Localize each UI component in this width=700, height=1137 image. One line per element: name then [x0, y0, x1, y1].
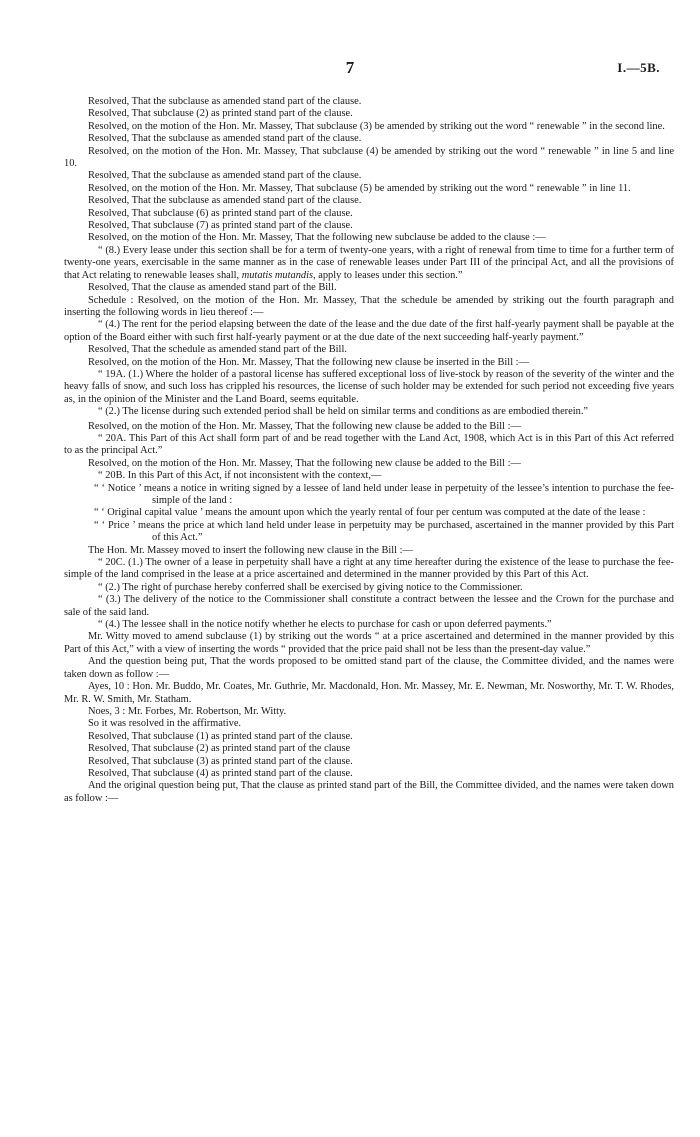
quoted-subclause-8 [64, 245, 674, 282]
paragraph: Mr. Witty moved to amend subclause (1) by striking out the words “ at a price ascertained and determined in the manner provided by this Part of this Act,” with a view of inserting the words “ provided that the price paid shall not be less than the present-day value.” [64, 631, 674, 655]
definition-item: “ ‘ Notice ’ means a notice in writing signed by a lessee of land held under lease in perpetuity of the lessee’s intention to purchase the fee-simple of the land : [94, 482, 674, 506]
quoted-paragraph: “ 20B. In this Part of this Act, if not inconsistent with the context,— [98, 470, 382, 482]
paragraph: The Hon. Mr. Massey moved to insert the following new clause in the Bill :— [88, 544, 413, 556]
paragraph: Resolved, That the subclause as amended stand part of the clause. [88, 195, 362, 207]
paragraph: Resolved, That the subclause as amended stand part of the clause. [88, 170, 362, 182]
quoted-paragraph: “ (3.) The delivery of the notice to the Commissioner shall constitute a contract between the lessee and the Crown for the purchase and sale of the said land. [64, 594, 674, 618]
paragraph: Resolved, on the motion of the Hon. Mr. Massey, That the following new clause be inserted in the Bill :— [88, 356, 529, 368]
quoted-text: , apply to leases under this section.” [313, 269, 463, 281]
paragraph: Resolved, on the motion of the Hon. Mr. Massey, That subclause (4) be amended by striking out the word “ renewable ” in line 5 and line 10. [64, 145, 674, 170]
noes-list: Noes, 3 : Mr. Forbes, Mr. Robertson, Mr. Witty. [88, 705, 287, 717]
paragraph: Resolved, That subclause (6) as printed stand part of the clause. [88, 207, 353, 219]
paragraph: Resolved, on the motion of the Hon. Mr. Massey, That the following new subclause be added to the clause :— [88, 232, 546, 244]
paragraph: Schedule : Resolved, on the motion of the Hon. Mr. Massey, That the schedule be amended by striking out the fourth paragraph and inserting the following words in lieu thereof :— [64, 294, 674, 318]
paragraph: Resolved, on the motion of the Hon. Mr. Massey, That subclause (3) be amended by striking out the word “ renewable ” in the second line. [88, 120, 665, 132]
quoted-paragraph: “ 20A. This Part of this Act shall form part of and be read together with the Land Act, 1908, which Act is in this Part of this Act referred to as the principal Act.” [64, 432, 674, 457]
paragraph: Resolved, on the motion of the Hon. Mr. Massey, That the following new clause be added to the Bill :— [88, 420, 521, 432]
ayes-list: Ayes, 10 : Hon. Mr. Buddo, Mr. Coates, Mr. Guthrie, Mr. Macdonald, Hon. Mr. Massey, Mr. E. Newman, Mr. Nosworthy, Mr. T. W. Rhodes, Mr. R. W. Smith, Mr. Statham. [64, 681, 674, 705]
quoted-paragraph: “ 20C. (1.) The owner of a lease in perpetuity shall have a right at any time hereafter during the existence of the lease to purchase the fee-simple of the land comprised in the lease at a price ascertained and determined in the manner provided by this Part of this Act. [64, 557, 674, 581]
paragraph: Resolved, That subclause (3) as printed stand part of the clause. [88, 755, 353, 767]
quoted-paragraph: “ (4.) The lessee shall in the notice notify whether he elects to purchase for cash or upon deferred payments.” [98, 619, 552, 631]
page-number: 7 [345, 58, 355, 77]
quoted-text: “ (8.) Every lease under this section shall be for a term of twenty-one years, with a right of renewal from time to time for a further term of twenty-one years, exercisable in the same manner as in the case of renewable leases under Part III of the principal Act, and all the provisions of that Act relating to renewable leases shall, [64, 244, 674, 281]
paragraph: And the original question being put, That the clause as printed stand part of the Bill, the Committee divided, and the names were taken down as follow :— [64, 780, 674, 804]
paragraph: So it was resolved in the affirmative. [88, 718, 242, 730]
definition-item: “ ‘ Price ’ means the price at which land held under lease in perpetuity may be purchased, ascertained in the manner provided by this Part of this Act.” [94, 519, 674, 544]
paragraph: Resolved, That the subclause as amended stand part of the clause. [88, 133, 362, 145]
quoted-paragraph: “ (4.) The rent for the period elapsing between the date of the lease and the due date of the first half-yearly payment shall be payable at the option of the Board either with such first half-yearly payment or at the due date of the next succeeding half-yearly payment.” [64, 319, 674, 343]
paragraph: Resolved, on the motion of the Hon. Mr. Massey, That subclause (5) be amended by striking out the word “ renewable ” in line 11. [88, 182, 631, 194]
paragraph: Resolved, That subclause (1) as printed stand part of the clause. [88, 730, 353, 742]
quoted-paragraph: “ (2.) The right of purchase hereby conferred shall be exercised by giving notice to the Commissioner. [98, 581, 523, 593]
definition-item: “ ‘ Original capital value ’ means the amount upon which the yearly rental of four per centum was computed at the date of the lease : [94, 507, 646, 519]
paragraph: Resolved, That subclause (2) as printed stand part of the clause. [88, 108, 353, 120]
body-text [64, 96, 674, 805]
paragraph: Resolved, That the clause as amended stand part of the Bill. [88, 282, 337, 294]
latin-phrase: mutatis mutandis [241, 269, 314, 281]
paper-reference: I.—5B. [617, 60, 660, 75]
paragraph: Resolved, That subclause (7) as printed stand part of the clause. [88, 220, 353, 232]
quoted-paragraph: “ (2.) The license during such extended period shall be held on similar terms and conditions as are embodied therein.” [98, 406, 589, 418]
paragraph: Resolved, That subclause (2) as printed stand part of the clause [88, 743, 351, 755]
quoted-paragraph: “ 19A. (1.) Where the holder of a pastoral license has suffered exceptional loss of live-stock by reason of the severity of the winter and the heavy falls of snow, and such loss has crippled his resources, the license of such holder may be extended for such period not exceeding five years as, in the opinion of the Minister and the Land Board, seems equitable. [64, 368, 674, 405]
paragraph: Resolved, on the motion of the Hon. Mr. Massey, That the following new clause be added to the Bill :— [88, 457, 521, 469]
paragraph: Resolved, That subclause (4) as printed stand part of the clause. [88, 767, 353, 779]
paragraph: Resolved, That the subclause as amended stand part of the clause. [88, 96, 362, 107]
paragraph: And the question being put, That the words proposed to be omitted stand part of the clause, the Committee divided, and the names were taken down as follow :— [64, 656, 674, 680]
paragraph: Resolved, That the schedule as amended stand part of the Bill. [88, 344, 347, 356]
